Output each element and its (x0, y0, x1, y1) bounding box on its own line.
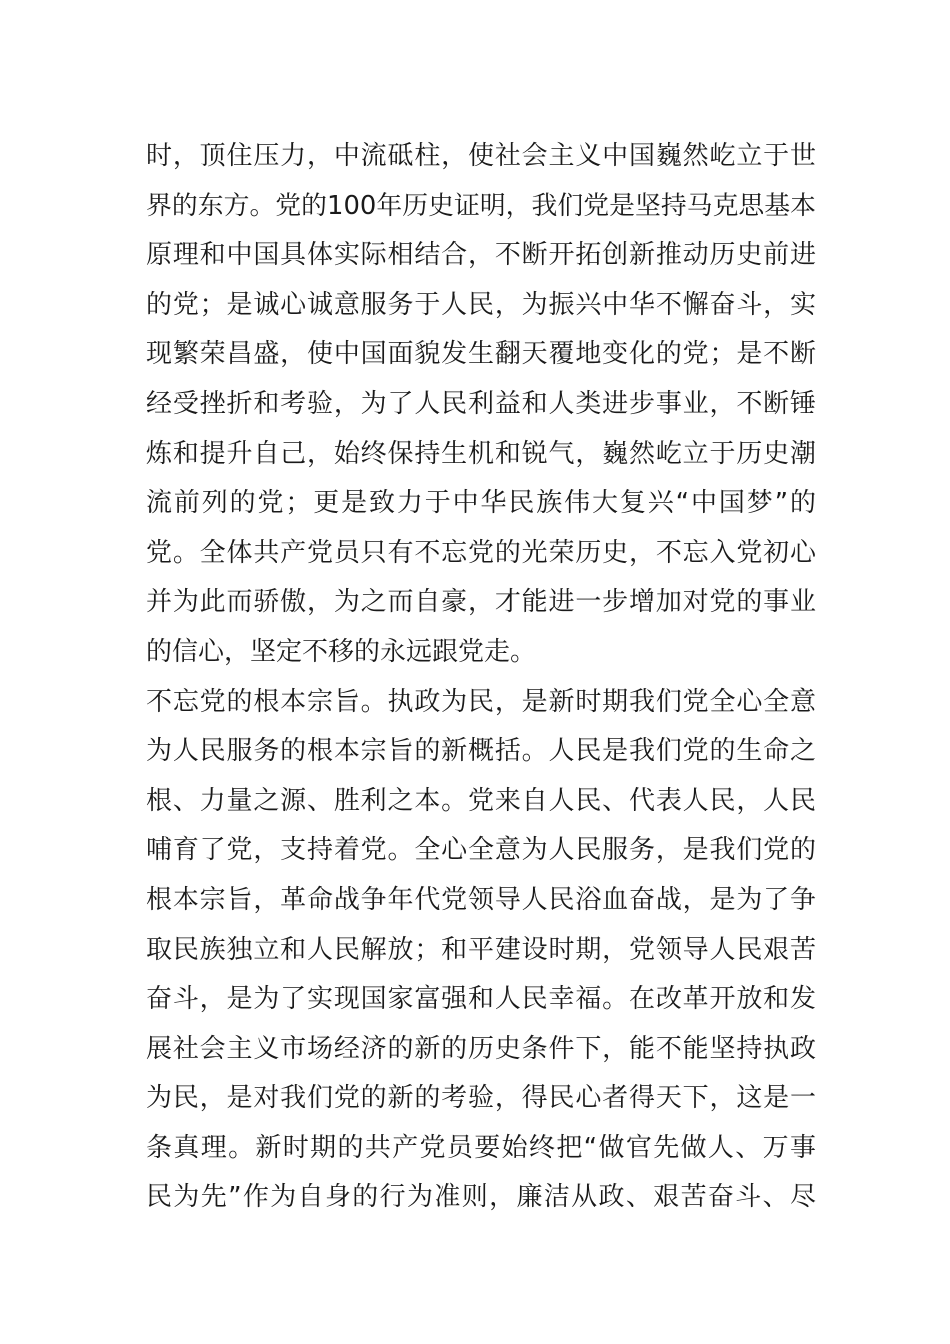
text-line: 原理和中国具体实际相结合，不断开拓创新推动历史前进 (146, 240, 816, 271)
text-line: 时，顶住压力，中流砥柱，使社会主义中国巍然屹立于世 (146, 141, 816, 171)
text-line: 炼和提升自己，始终保持生机和锐气，巍然屹立于历史潮 (146, 438, 816, 469)
body-text (146, 132, 816, 1223)
text-line: 界的东方。党的100年历史证明，我们党是坚持马克思基本 (146, 190, 816, 221)
text-line: 流前列的党；更是致力于中华民族伟大复兴“中国梦”的 (146, 488, 816, 519)
text-line: 为民，是对我们党的新的考验，得民心者得天下，这是一 (146, 1083, 816, 1114)
text-line: 并为此而骄傲，为之而自豪，才能进一步增加对党的事业 (146, 587, 816, 618)
paragraph-end-line: 的信心，坚定不移的永远跟党走。 (146, 636, 537, 667)
text-line: 奋斗，是为了实现国家富强和人民幸福。在改革开放和发 (146, 984, 816, 1015)
text-line: 哺育了党，支持着党。全心全意为人民服务，是我们党的 (146, 835, 816, 866)
text-line: 根本宗旨，革命战争年代党领导人民浴血奋战，是为了争 (146, 884, 816, 915)
text-line: 条真理。新时期的共产党员要始终把“做官先做人、万事 (146, 1132, 816, 1163)
text-line: 经受挫折和考验，为了人民利益和人类进步事业，不断锤 (146, 388, 816, 419)
text-line: 为人民服务的根本宗旨的新概括。人民是我们党的生命之 (146, 736, 816, 767)
text-line: 民为先”作为自身的行为准则，廉洁从政、艰苦奋斗、尽 (146, 1182, 816, 1213)
text-line: 不忘党的根本宗旨。执政为民，是新时期我们党全心全意 (146, 686, 816, 717)
text-line: 取民族独立和人民解放；和平建设时期，党领导人民艰苦 (146, 934, 816, 965)
text-line: 的党；是诚心诚意服务于人民，为振兴中华不懈奋斗，实 (146, 289, 816, 320)
text-line: 现繁荣昌盛，使中国面貌发生翻天覆地变化的党；是不断 (146, 339, 816, 370)
text-line: 党。全体共产党员只有不忘党的光荣历史，不忘入党初心 (146, 537, 816, 568)
text-line: 展社会主义市场经济的新的历史条件下，能不能坚持执政 (146, 1033, 816, 1064)
text-line: 根、力量之源、胜利之本。党来自人民、代表人民，人民 (146, 785, 816, 816)
